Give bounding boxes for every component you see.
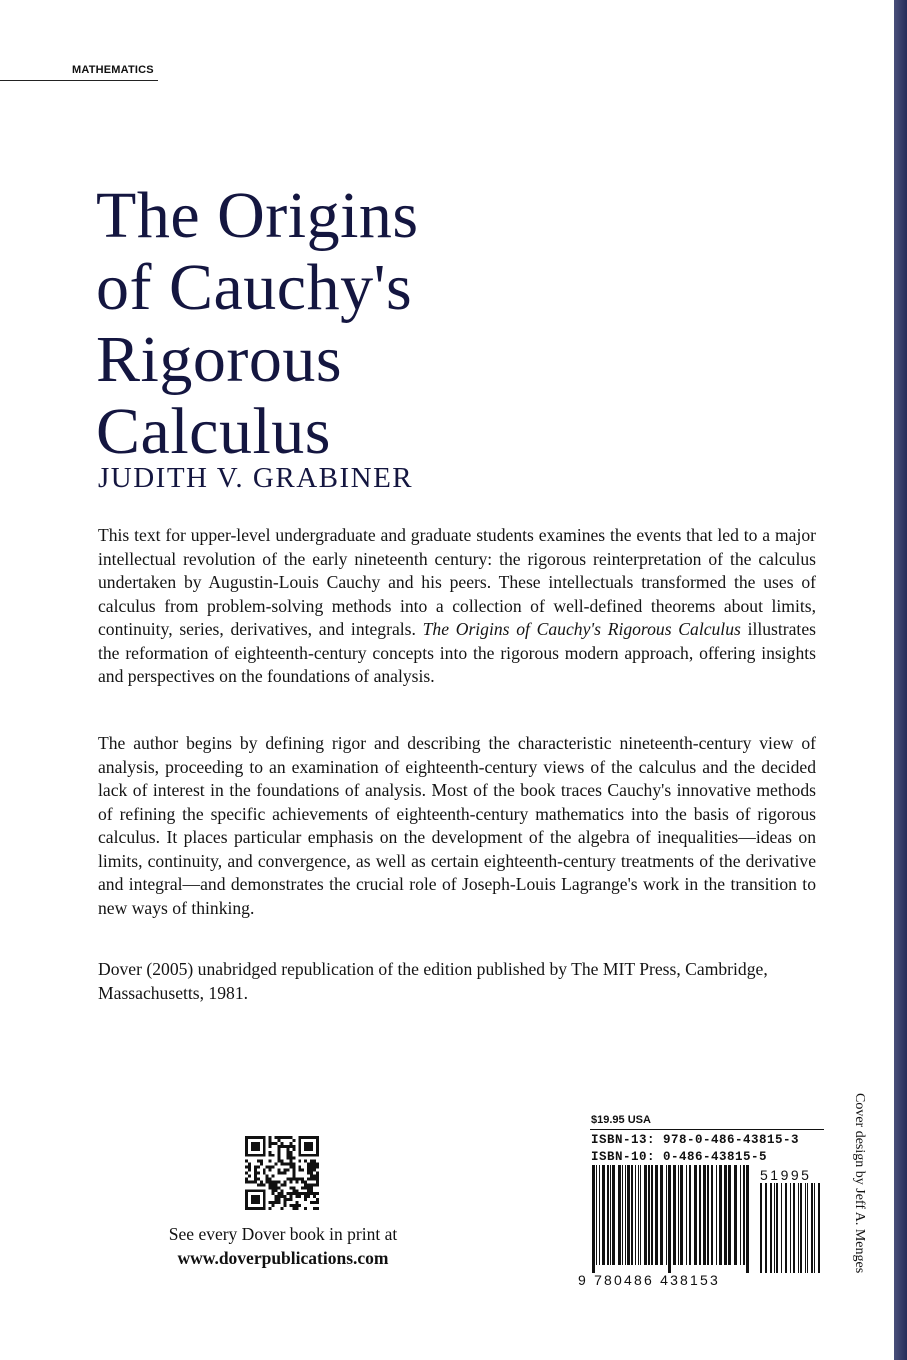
- isbn-13: ISBN-13: 978-0-486-43815-3: [591, 1133, 800, 1147]
- spine-edge: [894, 0, 907, 1360]
- promo-text: See every Dover book in print at: [168, 1224, 398, 1244]
- description-paragraph-1: [98, 524, 816, 689]
- ean-digits: 9 780486 438153: [578, 1272, 720, 1288]
- para2-text: The author begins by defining rigor and describing the characteristic nineteenth-century view of analysis, proceeding to an examination of eighteenth-century views of the calculus and the decided lack of interest in the foundations of analysis. Most of the book traces Cauchy's innovative methods of refining the specific achievements of eighteenth-century mathematics into the basis of rigorous calculus. It places particular emphasis on the development of the algebra of inequalities—ideas on limits, continuity, and convergence, as well as certain eighteenth-century treatments of the derivative and integral—and demonstrates the crucial role of Joseph-Louis Lagrange's work in the transition to new ways of thinking.: [98, 733, 816, 918]
- para1-text-a: This text for upper-level undergraduate and graduate students examines the events that led to a major intellectual revolution of the early nineteenth century: the rigorous reinterpretation of the calculus undertaken by Augustin-Louis Cauchy and his peers. These intellectuals transformed the uses of calculus from problem-solving methods into a collection of well-defined theorems about limits, continuity, series, derivatives, and integrals.: [98, 525, 816, 639]
- book-title: [96, 180, 419, 468]
- isbn-10: ISBN-10: 0-486-43815-5: [591, 1150, 768, 1164]
- promo-block: [100, 1222, 466, 1270]
- title-line-2: of Cauchy's: [96, 251, 413, 324]
- description-paragraph-2: [98, 732, 816, 920]
- price-label: $19.95 USA: [591, 1114, 651, 1126]
- category-label: MATHEMATICS: [72, 64, 154, 76]
- barcode-rule: [590, 1129, 824, 1130]
- price-code: 51995: [760, 1167, 812, 1183]
- para1-text-b: illustrates the reformation of eighteenth-century concepts into the rigorous modern approach, offering insights and perspectives on the foundations of analysis.: [98, 619, 816, 686]
- author-name: JUDITH V. GRABINER: [98, 462, 414, 494]
- para3-text: Dover (2005) unabridged republication of the edition published by The MIT Press, Cambridge, Massachusetts, 1981.: [98, 959, 768, 1003]
- cover-credit: Cover design by Jeff A. Menges: [852, 1093, 867, 1274]
- qr-code: [245, 1136, 319, 1210]
- title-line-1: The Origins: [96, 179, 419, 252]
- publication-note: [98, 958, 816, 1005]
- para1-book-title: The Origins of Cauchy's Rigorous Calculus: [422, 619, 741, 639]
- title-line-4: Calculus: [96, 395, 331, 468]
- category-rule: [0, 80, 158, 81]
- title-line-3: Rigorous: [96, 323, 343, 396]
- promo-url: www.doverpublications.com: [177, 1248, 389, 1268]
